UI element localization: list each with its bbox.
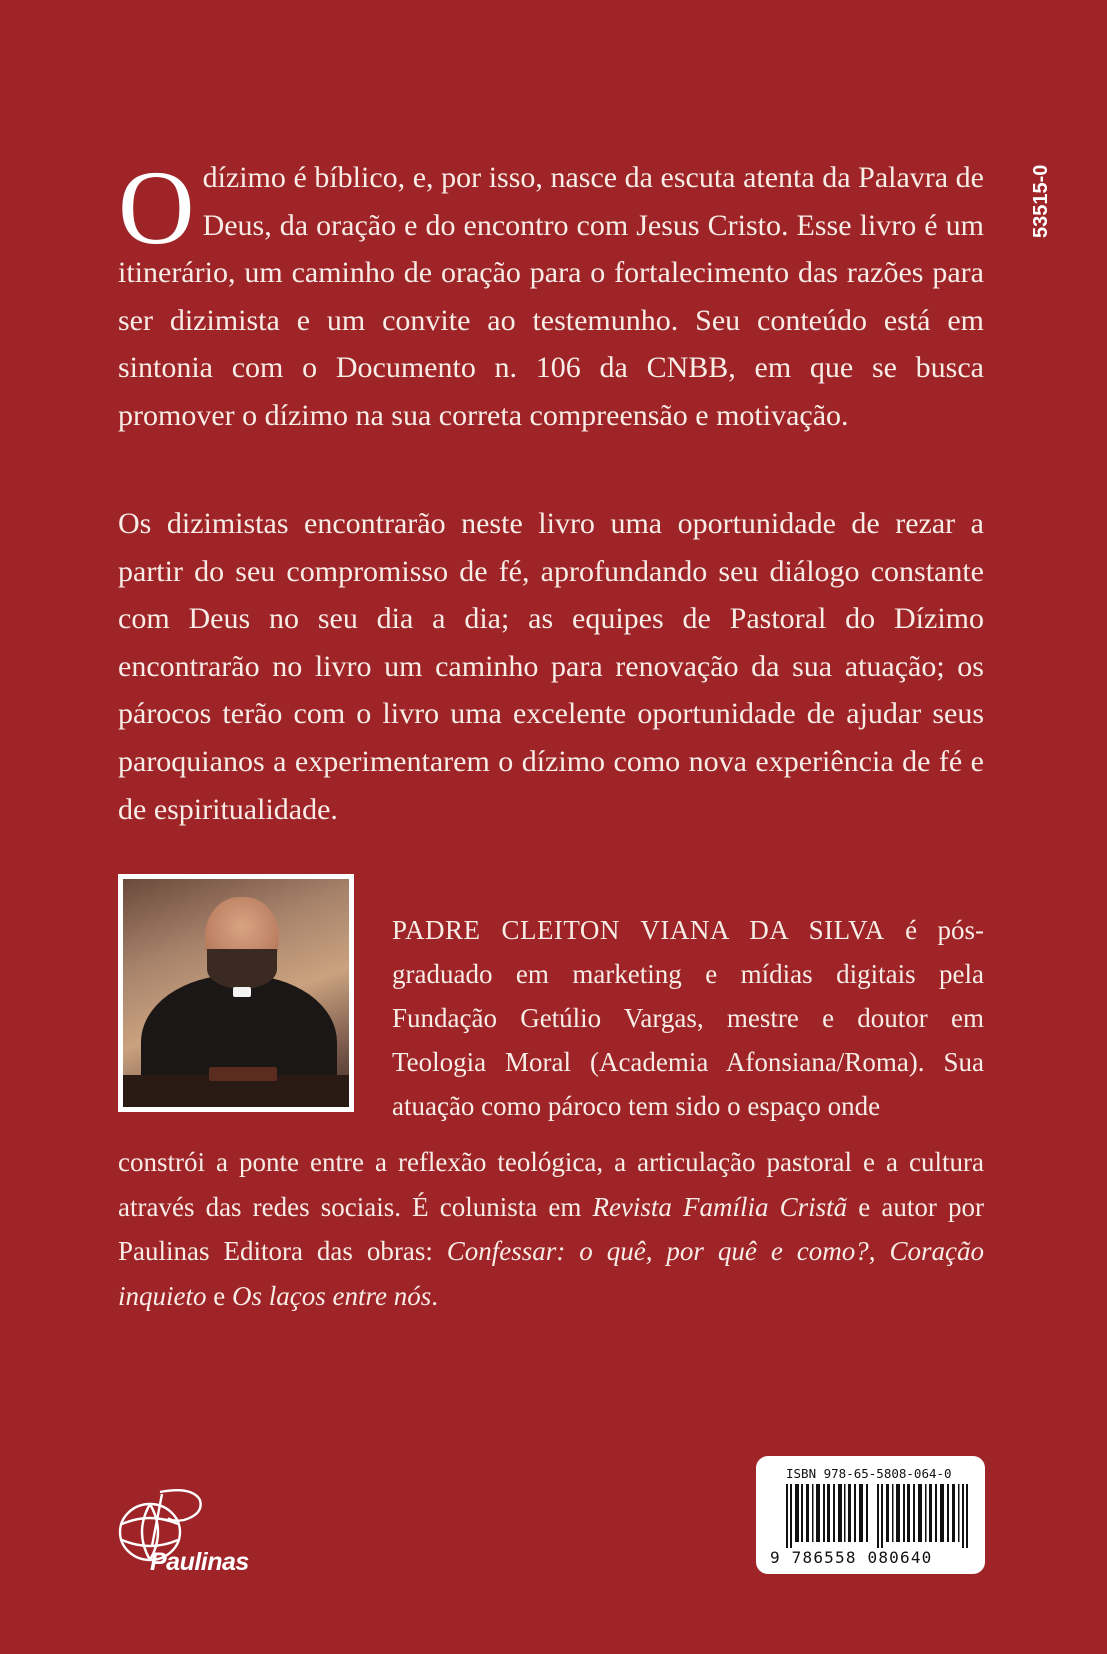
publisher-name: Paulinas bbox=[150, 1548, 249, 1576]
spine-code: 53515-0 bbox=[1030, 164, 1052, 238]
author-name: PADRE CLEITON VIANA DA SILVA bbox=[392, 915, 885, 945]
second-paragraph: Os dizimistas encontrarão neste livro uma oportunidade de rezar a partir do seu compromisso de fé, aprofundando seu diálogo constante com Deus no seu dia a dia; as equipes de Pastoral do Dízimo encontrarão no livro um caminho para renovação da sua atuação; os párocos terão com o livro uma excelente oportunidade de ajudar seus paroquianos a experimentarem o dízimo como nova experiência de fé e de espiritualidade. bbox=[118, 507, 984, 826]
isbn-label: ISBN 978-65-5808-064-0 bbox=[786, 1466, 952, 1481]
isbn-digits: 9 786558 080640 bbox=[770, 1548, 933, 1567]
intro-paragraph bbox=[118, 149, 984, 440]
work-title: Coração inquieto bbox=[118, 1236, 984, 1311]
drop-cap: O bbox=[118, 149, 195, 266]
author-bio-top: PADRE CLEITON VIANA DA SILVA é pós-graduado em marketing e mídias digitais pela Fundação Getúlio Vargas, mestre e doutor em Teologia Moral (Academia Afonsiana/Roma). Sua atuação como pároco tem sido o espaço onde bbox=[392, 915, 984, 1121]
author-portrait-image bbox=[123, 879, 349, 1107]
author-bio-bottom: constrói a ponte entre a reflexão teológica, a articulação pastoral e a cultura através das redes sociais. É colunista em Revista Família Cristã e autor por Paulinas Editora das obras: Confessar: o quê, por quê e como?, Coração inquieto e Os laços entre nós. bbox=[118, 1147, 984, 1311]
work-title: Confessar: o quê, por quê e como? bbox=[446, 1236, 869, 1266]
magazine-title: Revista Família Cristã bbox=[592, 1191, 848, 1222]
work-title: Os laços entre nós bbox=[231, 1280, 432, 1311]
barcode bbox=[756, 1456, 985, 1574]
author-photo bbox=[118, 874, 354, 1112]
intro-text: dízimo é bíblico, e, por isso, nasce da escuta atenta da Palavra de Deus, da oração e do encontro com Jesus Cristo. Esse livro é um itinerário, um caminho de oração para o fortalecimento das razões para ser dizimista e um convite ao testemunho. Seu conteúdo está em sintonia com o Documento n. 106 da CNBB, em que se busca promover o dízimo na sua correta compreensão e motivação. bbox=[118, 161, 984, 432]
barcode-bars-icon bbox=[786, 1484, 976, 1548]
